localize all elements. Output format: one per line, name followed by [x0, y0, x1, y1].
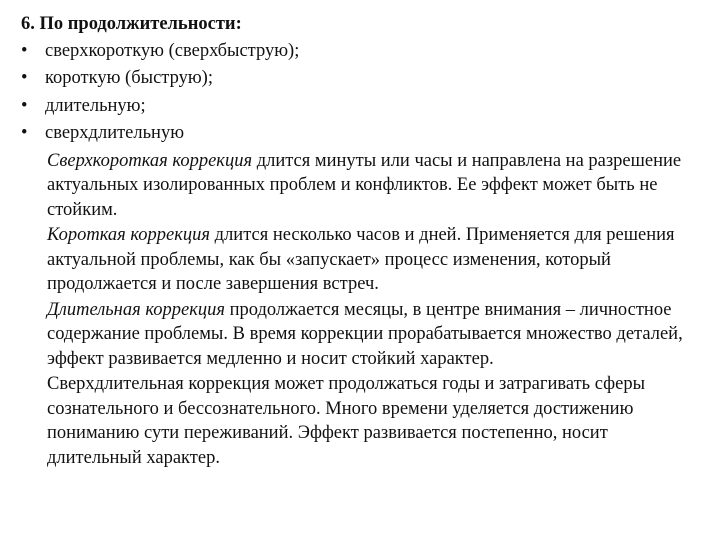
- term-italic: Сверхкороткая коррекция: [47, 150, 253, 171]
- bullet-icon: •: [21, 68, 28, 88]
- paragraph-text: длится минуты или часы и направлена на разрешение актуальных изолированных проблем и конфликтов. Ее эффект может быть не стойким.: [47, 150, 682, 220]
- ultra-long-correction-paragraph: [47, 372, 697, 470]
- bullet-icon: •: [21, 95, 28, 116]
- list-item-text: сверхкороткую (сверхбыструю);: [45, 40, 300, 61]
- list-item: [21, 66, 700, 91]
- long-correction-paragraph: [47, 298, 697, 372]
- paragraph-text: продолжается месяцы, в центре внимания – личностное содержание проблемы. В время коррекции прорабатывается множество деталей, эффект развивается медленно и носит стойкий характер.: [47, 299, 683, 369]
- list-item: [21, 121, 700, 146]
- duration-type-list: [21, 39, 700, 146]
- ultra-short-correction-paragraph: [47, 149, 697, 223]
- list-item-text: длительную;: [45, 95, 146, 116]
- short-correction-paragraph: [47, 223, 697, 297]
- paragraph-text: длится несколько часов и дней. Применяется для решения актуальной проблемы, как бы «запускает» процесс изменения, который продолжается и после завершения встреч.: [47, 225, 675, 294]
- list-item-text: короткую (быструю);: [45, 68, 213, 88]
- list-item: [21, 94, 700, 119]
- bullet-icon: •: [21, 123, 28, 143]
- list-item-text: сверхдлительную: [45, 123, 185, 143]
- term-italic: Длительная коррекция: [47, 299, 225, 320]
- paragraph-text: Сверхдлительная коррекция может продолжаться годы и затрагивать сферы сознательного и бессознательного. Много времени уделяется достижению пониманию сути переживаний. Эффект развивается постепенно, носит длительный характер.: [47, 374, 646, 468]
- section-heading: 6. По продолжительности:: [21, 14, 242, 34]
- bullet-icon: •: [21, 40, 28, 61]
- list-item: [21, 39, 700, 64]
- term-italic: Короткая коррекция: [47, 225, 211, 245]
